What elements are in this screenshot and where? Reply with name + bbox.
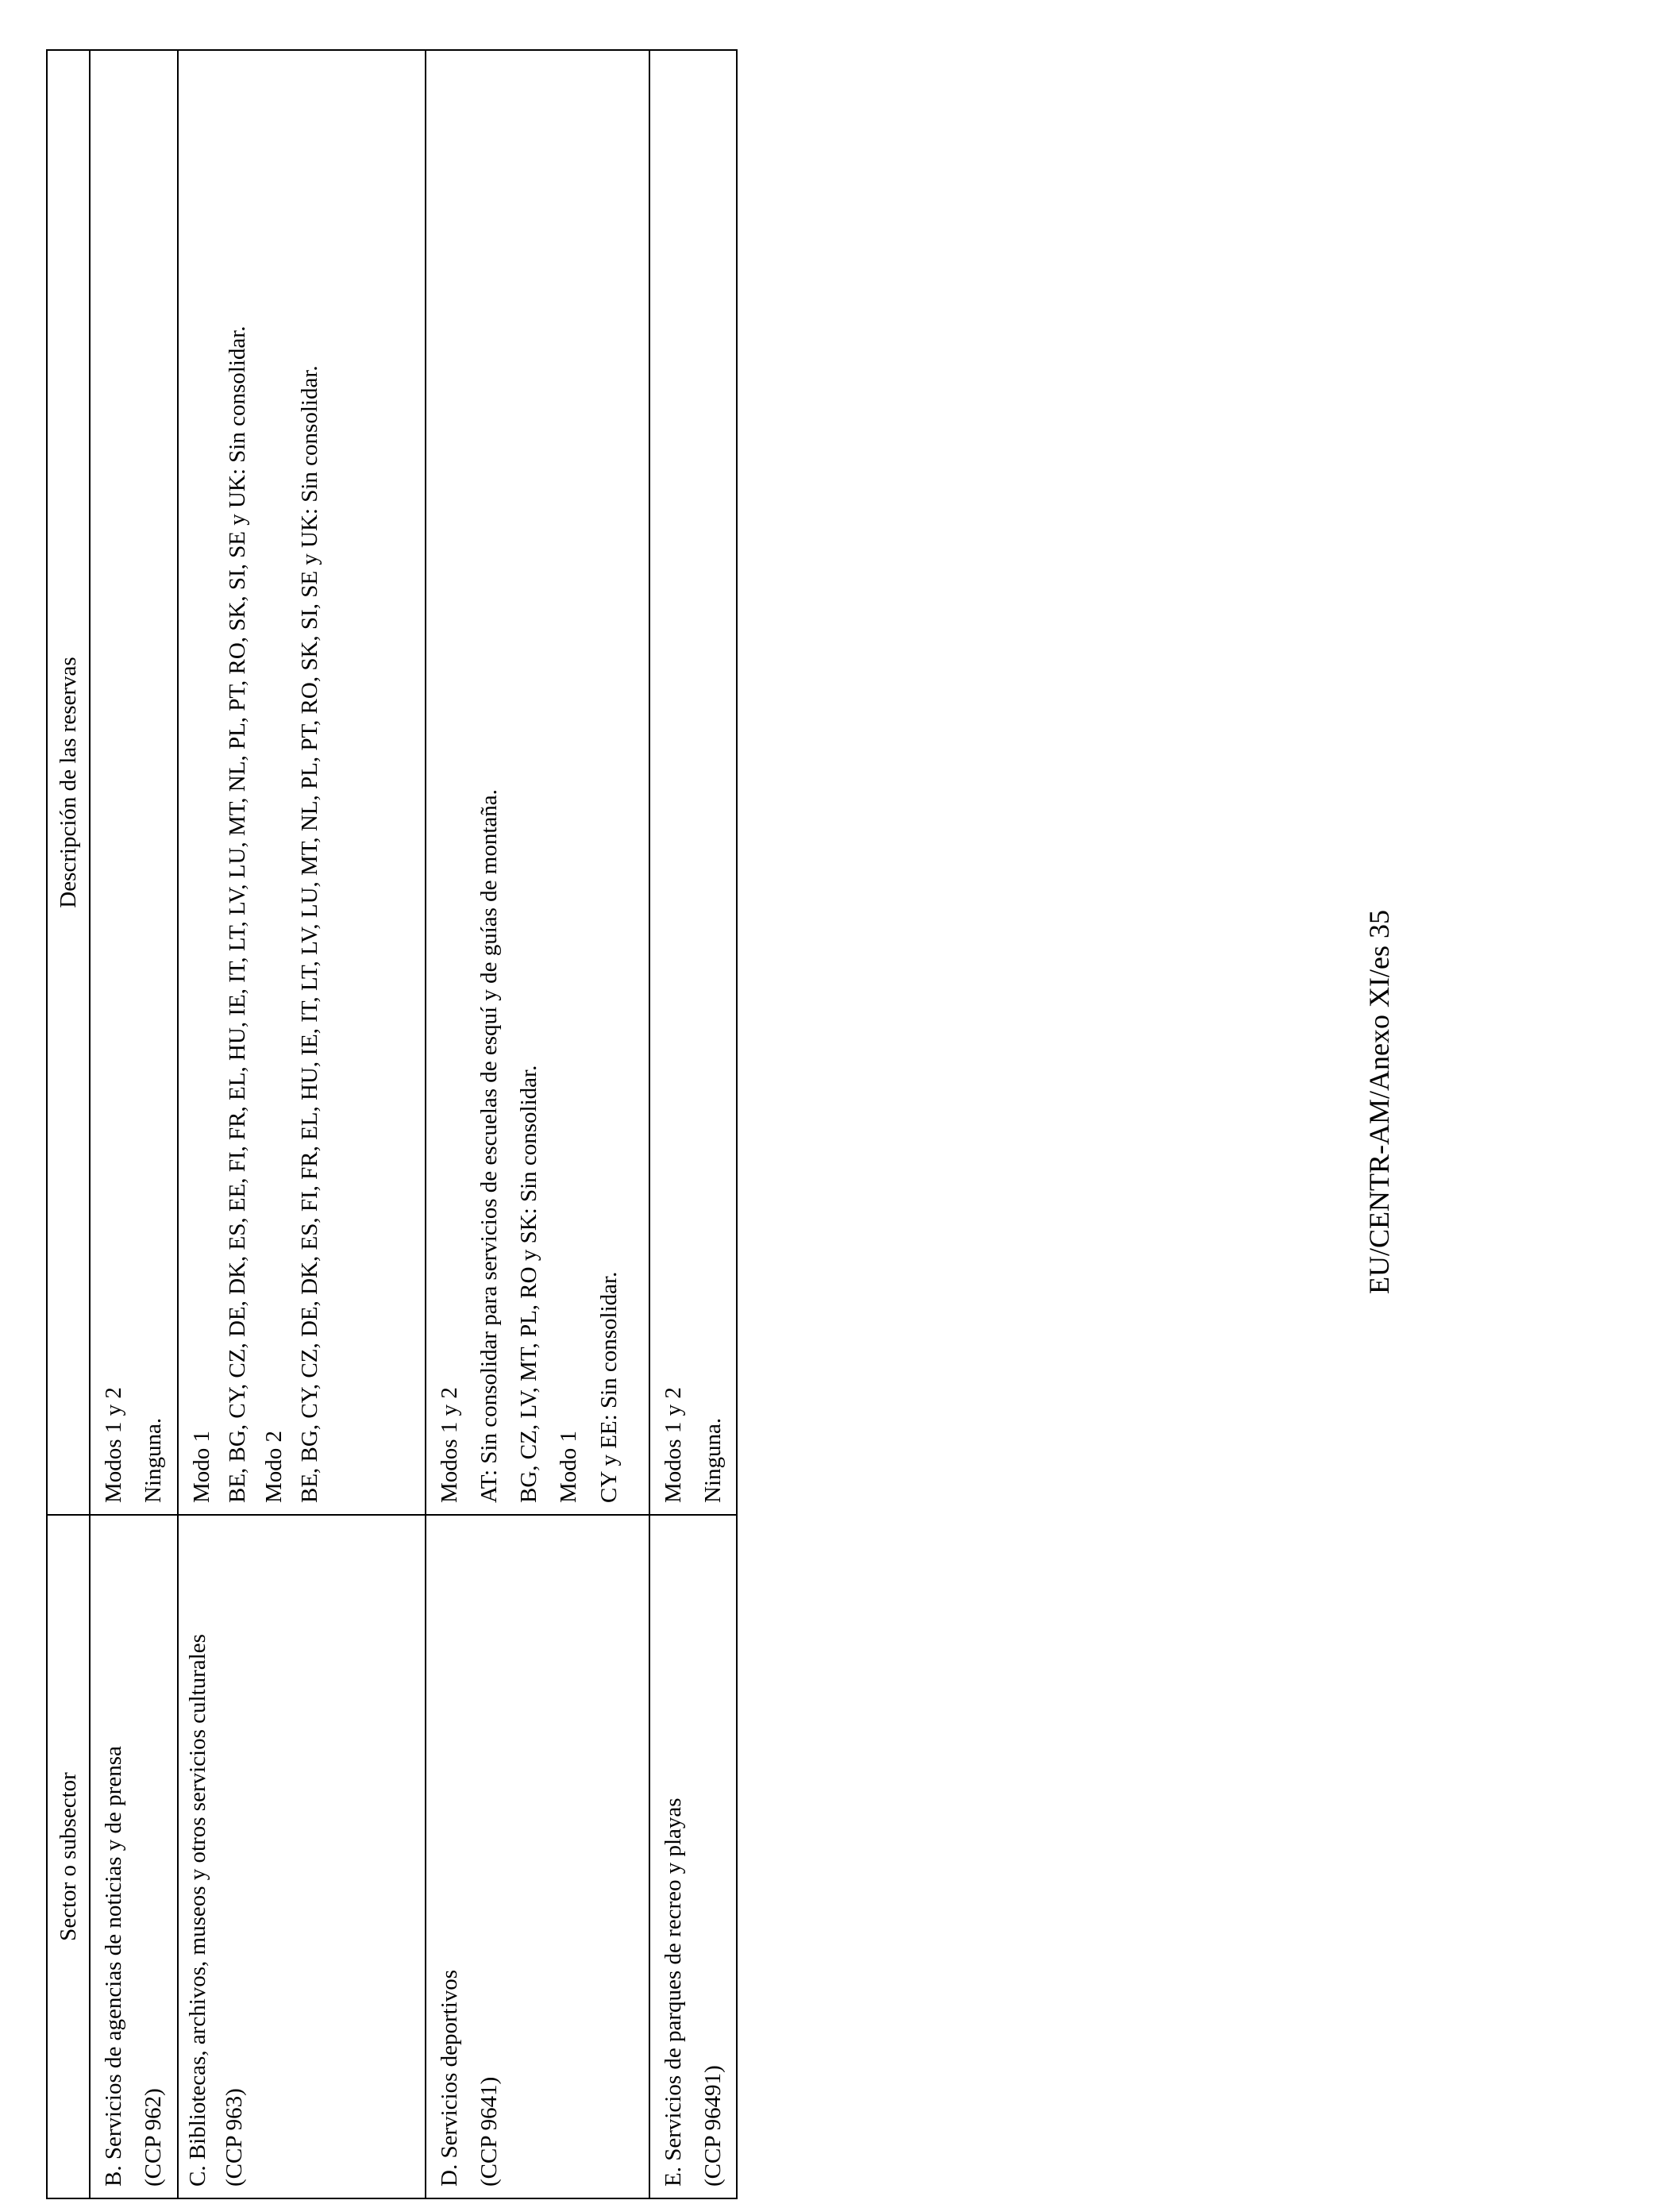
- sector-cell: [90, 1515, 178, 2198]
- ccp-code: (CCP 963): [221, 2088, 247, 2187]
- reservations-table: [46, 49, 738, 2199]
- mode-heading: Modo 2: [260, 1430, 287, 1503]
- mode-heading: Modos 1 y 2: [436, 1387, 462, 1503]
- sector-name: D. Servicios deportivos: [436, 1969, 462, 2187]
- table-row-e: [649, 50, 738, 2198]
- reservation-text: AT: Sin consolidar para servicios de escuelas de esquí y de guías de montaña.: [476, 789, 502, 1503]
- page-footer: EU/CENTR-AM/Anexo XI/es 35: [1363, 910, 1395, 1294]
- reservation-text: CY y EE: Sin consolidar.: [595, 1271, 622, 1503]
- reservations-cell: [426, 50, 649, 1515]
- table-header-row: [47, 50, 90, 2198]
- mode-heading: Modos 1 y 2: [101, 1387, 126, 1503]
- sector-name: B. Servicios de agencias de noticias y de prensa: [101, 1746, 126, 2187]
- table-row-c: [178, 50, 426, 2198]
- reservation-text: Ninguna.: [699, 1417, 726, 1503]
- mode-heading: Modo 1: [188, 1430, 214, 1503]
- reservations-cell: [178, 50, 426, 1515]
- sector-name: E. Servicios de parques de recreo y playas: [660, 1797, 686, 2187]
- mode-heading: Modos 1 y 2: [660, 1387, 686, 1503]
- sector-cell: [426, 1515, 649, 2198]
- reservations-cell: [90, 50, 178, 1515]
- ccp-code: (CCP 96491): [699, 2065, 726, 2187]
- table-row-b: [90, 50, 178, 2198]
- reservation-text: BE, BG, CY, CZ, DE, DK, ES, FI, FR, EL, HU, IE, IT, LT, LV, LU, MT, NL, PL, PT, RO, SK, SI, SE y UK: Sin consolidar.: [297, 365, 323, 1503]
- mode-heading: Modo 1: [556, 1430, 582, 1503]
- reservations-cell: [649, 50, 738, 1515]
- sector-cell: [178, 1515, 426, 2198]
- ccp-code: (CCP 9641): [476, 2076, 502, 2187]
- reservation-text: Ninguna.: [141, 1417, 167, 1503]
- ccp-code: (CCP 962): [141, 2088, 167, 2187]
- table-row-d: [426, 50, 649, 2198]
- reservation-text: BE, BG, CY, CZ, DE, DK, ES, EE, FI, FR, EL, HU, IE, IT, LT, LV, LU, MT, NL, PL, PT, RO, SK, SI, SE y UK: Sin consolidar.: [224, 326, 250, 1503]
- header-sector: Sector o subsector: [47, 1515, 90, 2198]
- header-description: Descripción de las reservas: [47, 50, 90, 1515]
- sector-name: C. Bibliotecas, archivos, museos y otros servicios culturales: [184, 1634, 210, 2187]
- reservation-text: BG, CZ, LV, MT, PL, RO y SK: Sin consolidar.: [516, 1065, 542, 1503]
- sector-cell: [649, 1515, 738, 2198]
